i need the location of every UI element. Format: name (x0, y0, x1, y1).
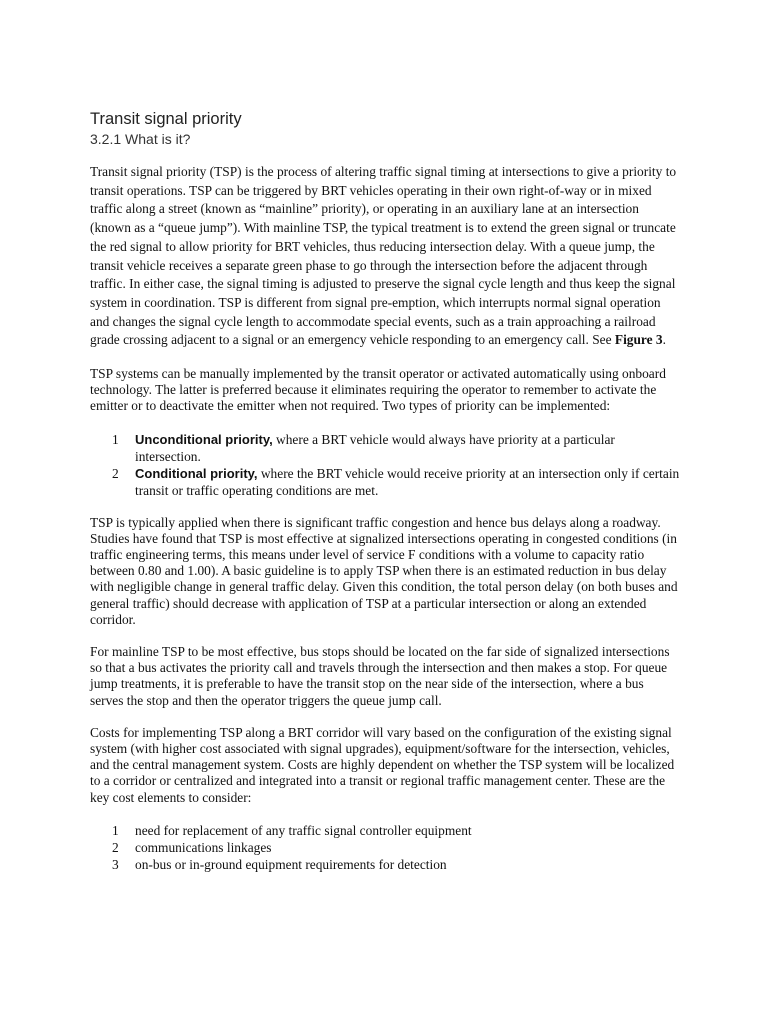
list-item-body (135, 431, 680, 465)
paragraph-text: Transit signal priority (TSP) is the process of altering traffic signal timing at intersections to give a priority to transit operations. TSP can be triggered by BRT vehicles operating in their own right-of-way or in mixed traffic along a street (known as “mainline” priority), or operating in an auxiliary lane at an intersection (known as a “queue jump”). With mainline TSP, the typical treatment is to extend the green signal or truncate the red signal to allow priority for BRT vehicles, thus reducing intersection delay. With a queue jump, the transit vehicle receives a separate green phase to go through the intersection before the adjacent through traffic. In either case, the signal timing is adjusted to preserve the signal cycle length and thus keep the signal system in coordination. TSP is different from signal pre-emption, which interrupts normal signal operation and changes the signal cycle length to accommodate special events, such as a train approaching a railroad grade crossing adjacent to a signal or an emergency vehicle responding to an emergency call. See (90, 164, 677, 348)
list-item-controller-equipment (90, 822, 680, 839)
list-number: 1 (112, 431, 119, 447)
list-item-unconditional-priority (90, 431, 680, 465)
document-page (90, 109, 680, 889)
page-title: Transit signal priority (90, 110, 242, 128)
list-item-label: Conditional priority, (135, 465, 258, 481)
paragraph-tsp-definition (90, 163, 680, 350)
list-number: 2 (112, 839, 119, 855)
paragraph-bus-stops: For mainline TSP to be most effective, bus stops should be located on the far side of signalized intersections so that a bus activates the priority call and travels through the intersection and then makes a stop. For queue jump treatments, it is preferable to have the transit stop on the near side of the intersection, where a bus serves the stop and then the operator triggers the queue jump call. (90, 644, 670, 708)
cost-elements-list (90, 822, 680, 873)
paragraph-costs: Costs for implementing TSP along a BRT corridor will vary based on the configuration of the existing signal system (with higher cost associated with signal upgrades), equipment/software for the intersection, vehicles, and the central management system. Costs are highly dependent on whether the TSP system will be localized to a corridor or centralized and integrated into a transit or regional traffic management center. These are the key cost elements to consider: (90, 724, 675, 805)
figure-3-reference: Figure 3 (614, 332, 663, 348)
section-heading: 3.2.1 What is it? (90, 131, 191, 147)
list-number: 1 (112, 822, 119, 838)
priority-types-list (90, 431, 680, 499)
list-number: 3 (112, 856, 119, 872)
list-item-text: need for replacement of any traffic signal controller equipment (135, 822, 472, 838)
list-item-text: where the BRT vehicle would receive priority at an intersection only if certain transit or traffic operating conditions are met. (135, 465, 680, 498)
list-item-communications (90, 839, 680, 856)
list-item-text: where a BRT vehicle would always have priority at a particular intersection. (135, 431, 615, 464)
paragraph-tsp-systems: TSP systems can be manually implemented by the transit operator or activated automatically using onboard technology. The latter is preferred because it eliminates requiring the operator to remember to activate the emitter or to deactivate the emitter when not required. Two types of priority can be implemented: (90, 366, 666, 414)
list-item-label: Unconditional priority, (135, 431, 273, 447)
list-number: 2 (112, 465, 119, 481)
paragraph-end: . (662, 332, 666, 348)
list-item-conditional-priority (90, 465, 680, 499)
paragraph-when-applied: TSP is typically applied when there is significant traffic congestion and hence bus delays along a roadway. Studies have found that TSP is most effective at signalized intersections operating in congested conditions (in traffic engineering terms, this means under level of service F conditions with a volume to capacity ratio between 0.80 and 1.00). A basic guideline is to apply TSP when there is an estimated reduction in bus delay with negligible change in general traffic delay. Given this condition, the total person delay (on both buses and general traffic) should decrease with application of TSP at a particular intersection or along an extended corridor. (90, 514, 678, 627)
list-item-text: communications linkages (135, 839, 272, 855)
list-item-body (135, 465, 680, 499)
list-item-text: on-bus or in-ground equipment requirements for detection (135, 856, 447, 872)
list-item-detection-equipment (90, 856, 680, 873)
